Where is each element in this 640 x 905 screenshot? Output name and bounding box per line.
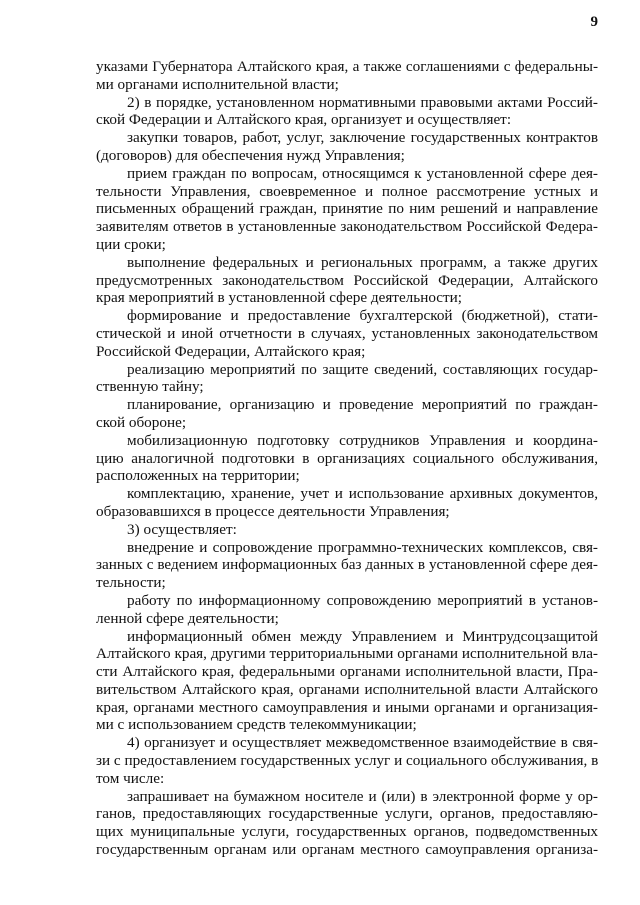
text-line: мобилизационную подготовку сотрудников Управления и координа- (127, 431, 598, 449)
text-line: стической и иной отчетности в случаях, установленных законодательством (96, 324, 598, 342)
paragraph (96, 361, 598, 397)
paragraph (96, 592, 598, 628)
text-line: том числе: (96, 769, 165, 787)
text-line: ми органами исполнительной власти; (96, 75, 339, 93)
text-line: предусмотренных законодательством Российской Федерации, Алтайского (96, 271, 598, 289)
paragraph (96, 539, 598, 592)
paragraph (96, 628, 598, 735)
text-line: ской обороне; (96, 413, 187, 431)
text-line: (договоров) для обеспечения нужд Управления; (96, 146, 405, 164)
text-line: цию аналогичной подготовки в организациях социального обслуживания, (96, 449, 598, 467)
text-line: зи с предоставлением государственных услуг и социального обслуживания, в (96, 752, 599, 770)
text-line: формирование и предоставление бухгалтерской (бюджетной), стати- (127, 307, 598, 325)
text-line: 4) организует и осуществляет межведомственное взаимодействие в свя- (127, 734, 598, 752)
text-line: Российской Федерации, Алтайского края; (96, 342, 366, 360)
text-line: ской Федерации и Алтайского края, организует и осуществляет: (96, 111, 512, 129)
paragraph (96, 788, 598, 859)
paragraph (96, 129, 598, 165)
document-body (96, 58, 598, 859)
text-line: щих муниципальные услуги, государственных органов, подведомственных (96, 823, 598, 841)
text-line: письменных обращений граждан, принятие по ним решений и направление (96, 200, 598, 218)
text-line: ми с использованием средств телекоммуникации; (96, 716, 417, 734)
text-line: 2) в порядке, установленном нормативными правовыми актами Россий- (127, 93, 598, 111)
paragraph (96, 396, 598, 432)
text-line: края мероприятий в установленной сфере деятельности; (96, 289, 463, 307)
text-line: закупки товаров, работ, услуг, заключение государственных контрактов (127, 129, 598, 147)
text-line: 3) осуществляет: (127, 520, 237, 538)
text-line: запрашивает на бумажном носителе и (или) в электронной форме у ор- (127, 787, 598, 805)
text-line: тельности; (96, 574, 166, 592)
text-line: прием граждан по вопросам, относящимся к установленной сфере дея- (127, 164, 598, 182)
paragraph (96, 734, 598, 787)
text-line: работу по информационному сопровождению мероприятий в установ- (127, 591, 598, 609)
text-line: комплектацию, хранение, учет и использование архивных документов, (127, 485, 598, 503)
text-line: реализацию мероприятий по защите сведений, составляющих государ- (127, 360, 598, 378)
text-line: вительством Алтайского края, органами исполнительной власти Алтайского (96, 680, 598, 698)
paragraph (96, 307, 598, 360)
paragraph (96, 254, 598, 307)
paragraph (96, 94, 598, 130)
page-number: 9 (590, 14, 598, 30)
text-line: занных с ведением информационных баз данных в установленной сфере дея- (96, 556, 598, 574)
text-line: внедрение и сопровождение программно-технических комплексов, свя- (127, 538, 598, 556)
text-line: ственную тайну; (96, 378, 204, 396)
text-line: образовавшихся в процессе деятельности Управления; (96, 502, 450, 520)
paragraph (96, 485, 598, 521)
text-line: расположенных на территории; (96, 467, 300, 485)
paragraph (96, 58, 598, 94)
text-line: информационный обмен между Управлением и Минтрудсоцзащитой (127, 627, 598, 645)
paragraph (96, 432, 598, 485)
text-line: сти Алтайского края, федеральными органами исполнительной власти, Пра- (96, 663, 598, 681)
paragraph (96, 165, 598, 254)
text-line: указами Губернатора Алтайского края, а также соглашениями с федеральны- (96, 58, 598, 75)
text-line: планирование, организацию и проведение мероприятий по граждан- (127, 396, 598, 414)
text-line: края, органами местного самоуправления и иными органами и организация- (96, 698, 598, 716)
text-line: Алтайского края, другими территориальными органами исполнительной вла- (96, 645, 598, 663)
text-line: ганов, предоставляющих государственные услуги, органов, предоставляю- (96, 805, 598, 823)
text-line: государственным органам или органам местного самоуправления организа- (96, 841, 598, 859)
paragraph (96, 521, 598, 539)
text-line: ции сроки; (96, 235, 166, 253)
text-line: заявителям ответов в установленные законодательством Российской Федера- (96, 218, 598, 236)
text-line: выполнение федеральных и региональных программ, а также других (127, 253, 598, 271)
text-line: ленной сфере деятельности; (96, 609, 279, 627)
text-line: тельности Управления, своевременное и полное рассмотрение устных и (96, 182, 598, 200)
